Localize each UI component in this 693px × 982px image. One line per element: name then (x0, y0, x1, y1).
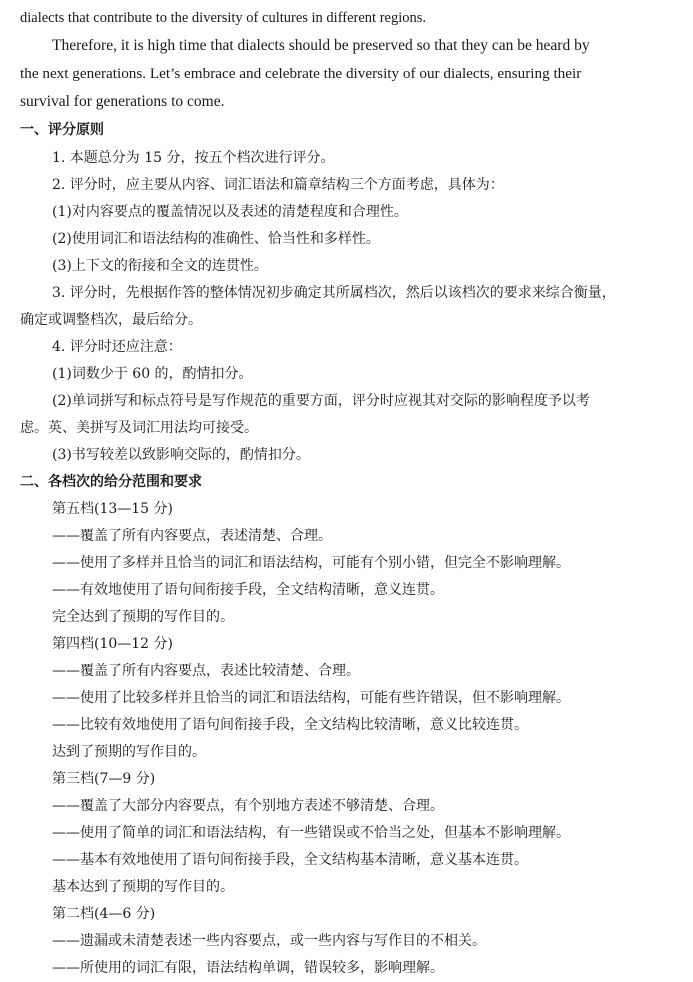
grade-criterion: ——使用了多样并且恰当的词汇和语法结构，可能有个别小错，但完全不影响理解。 (52, 555, 570, 571)
rule-item: 2. 评分时，应主要从内容、词汇语法和篇章结构三个方面考虑，具体为： (52, 177, 504, 193)
grade-criterion: ——比较有效地使用了语句间衔接手段，全文结构比较清晰，意义比较连贯。 (52, 717, 528, 733)
grade-criterion: ——有效地使用了语句间衔接手段，全文结构清晰，意义连贯。 (52, 582, 444, 598)
grade-title: 第二档(4—6 分) (52, 906, 156, 922)
rule-item: (3)书写较差以致影响交际的，酌情扣分。 (52, 447, 310, 463)
essay-line: dialects that contribute to the diversity of cultures in different regions. (20, 10, 427, 26)
grade-criterion: ——覆盖了大部分内容要点，有个别地方表述不够清楚、合理。 (52, 798, 444, 814)
essay-line: Therefore, it is high time that dialects should be preserved so that they can be heard by (52, 37, 590, 54)
section-heading: 一、评分原则 (20, 122, 104, 138)
grade-criterion: ——使用了比较多样并且恰当的词汇和语法结构，可能有些许错误，但不影响理解。 (52, 690, 570, 706)
rule-item: (2)单词拼写和标点符号是写作规范的重要方面，评分时应视其对交际的影响程度予以考 (52, 393, 590, 409)
grade-summary: 完全达到了预期的写作目的。 (52, 609, 234, 625)
grade-criterion: ——覆盖了所有内容要点，表述比较清楚、合理。 (52, 663, 360, 679)
essay-line: the next generations. Let’s embrace and celebrate the diversity of our dialects, ensuring their (20, 65, 582, 82)
rule-item: (1)对内容要点的覆盖情况以及表述的清楚程度和合理性。 (52, 204, 408, 220)
grade-title: 第三档(7—9 分) (52, 771, 156, 787)
section-heading: 二、各档次的给分范围和要求 (20, 474, 202, 490)
grade-summary: 基本达到了预期的写作目的。 (52, 879, 234, 895)
grade-criterion: ——使用了简单的词汇和语法结构，有一些错误或不恰当之处，但基本不影响理解。 (52, 825, 570, 841)
rule-item: 3. 评分时，先根据作答的整体情况初步确定其所属档次，然后以该档次的要求来综合衡量， (52, 285, 616, 301)
rule-item: (1)词数少于 60 的，酌情扣分。 (52, 366, 253, 382)
rule-item: (2)使用词汇和语法结构的准确性、恰当性和多样性。 (52, 231, 380, 247)
grade-criterion: ——遗漏或未清楚表述一些内容要点，或一些内容与写作目的不相关。 (52, 933, 486, 949)
grade-title: 第五档(13—15 分) (52, 501, 174, 517)
grade-criterion: ——基本有效地使用了语句间衔接手段，全文结构基本清晰，意义基本连贯。 (52, 852, 528, 868)
grade-title: 第四档(10—12 分) (52, 636, 174, 652)
grade-summary: 达到了预期的写作目的。 (52, 744, 206, 760)
rule-item: 虑。英、美拼写及词汇用法均可接受。 (20, 420, 258, 436)
rule-item: 1. 本题总分为 15 分，按五个档次进行评分。 (52, 150, 335, 166)
rule-item: 确定或调整档次，最后给分。 (20, 312, 202, 328)
grade-criterion: ——覆盖了所有内容要点，表述清楚、合理。 (52, 528, 332, 544)
rule-item: 4. 评分时还应注意： (52, 339, 182, 355)
rule-item: (3)上下文的衔接和全文的连贯性。 (52, 258, 268, 274)
essay-line: survival for generations to come. (20, 93, 225, 110)
grade-criterion: ——所使用的词汇有限，语法结构单调，错误较多，影响理解。 (52, 960, 444, 976)
